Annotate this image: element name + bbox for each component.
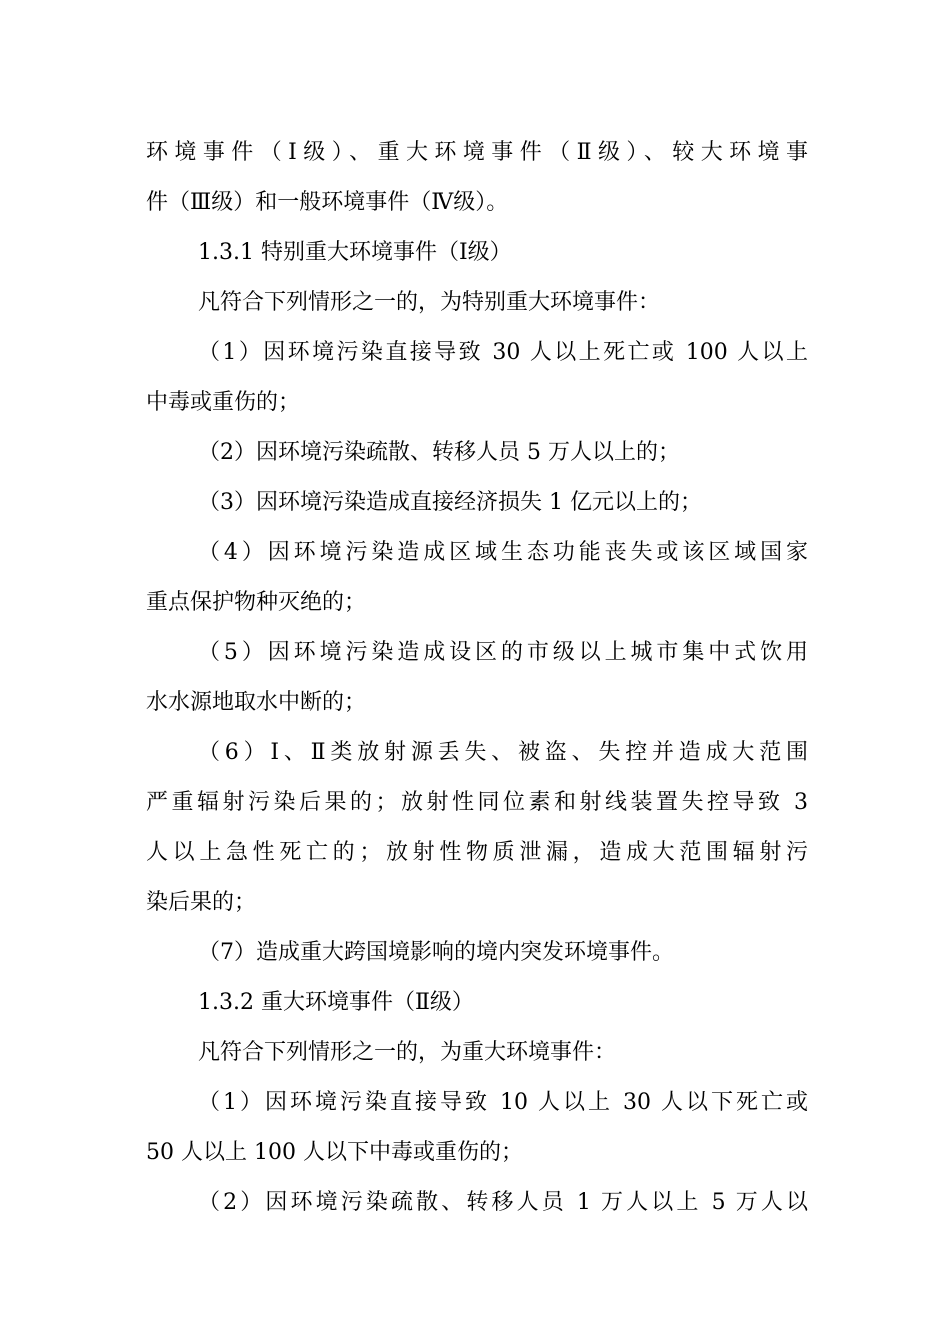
- list-item-line: （4）因环境污染造成区域生态功能丧失或该区域国家: [198, 540, 808, 565]
- paragraph-line: 凡符合下列情形之一的，为特别重大环境事件：: [198, 290, 661, 315]
- list-item-line: 重点保护物种灭绝的；: [146, 590, 367, 615]
- list-item-line: （2）因环境污染疏散、转移人员 1 万人以上 5 万人以: [198, 1190, 808, 1215]
- paragraph-line: 凡符合下列情形之一的，为重大环境事件：: [198, 1040, 617, 1065]
- paragraph-line: 件（Ⅲ级）和一般环境事件（Ⅳ级）。: [146, 190, 509, 215]
- list-item-line: （7）造成重大跨国境影响的境内突发环境事件。: [198, 940, 674, 965]
- list-item-line: 染后果的；: [146, 890, 257, 915]
- list-item-line: 中毒或重伤的；: [146, 390, 301, 415]
- section-heading-1-3-2: 1.3.2 重大环境事件（Ⅱ级）: [198, 990, 474, 1015]
- list-item-line: 50 人以上 100 人以下中毒或重伤的；: [146, 1140, 523, 1165]
- section-heading-1-3-1: 1.3.1 特别重大环境事件（Ⅰ级）: [198, 240, 512, 265]
- list-item-line: （1）因环境污染直接导致 30 人以上死亡或 100 人以上: [198, 340, 808, 365]
- list-item-line: （2）因环境污染疏散、转移人员 5 万人以上的；: [198, 440, 680, 465]
- list-item-line: （5）因环境污染造成设区的市级以上城市集中式饮用: [198, 640, 808, 665]
- document-body: [146, 128, 808, 1228]
- paragraph-line: 环境事件（Ⅰ级）、重大环境事件（Ⅱ级）、较大环境事: [146, 140, 808, 165]
- list-item-line: 水水源地取水中断的；: [146, 690, 367, 715]
- list-item-line: （6）Ⅰ、Ⅱ类放射源丢失、被盗、失控并造成大范围: [198, 740, 808, 765]
- list-item-line: 人以上急性死亡的；放射性物质泄漏，造成大范围辐射污: [146, 840, 808, 865]
- list-item-line: （3）因环境污染造成直接经济损失 1 亿元以上的；: [198, 490, 702, 515]
- list-item-line: 严重辐射污染后果的；放射性同位素和射线装置失控导致 3: [146, 790, 808, 815]
- list-item-line: （1）因环境污染直接导致 10 人以上 30 人以下死亡或: [198, 1090, 808, 1115]
